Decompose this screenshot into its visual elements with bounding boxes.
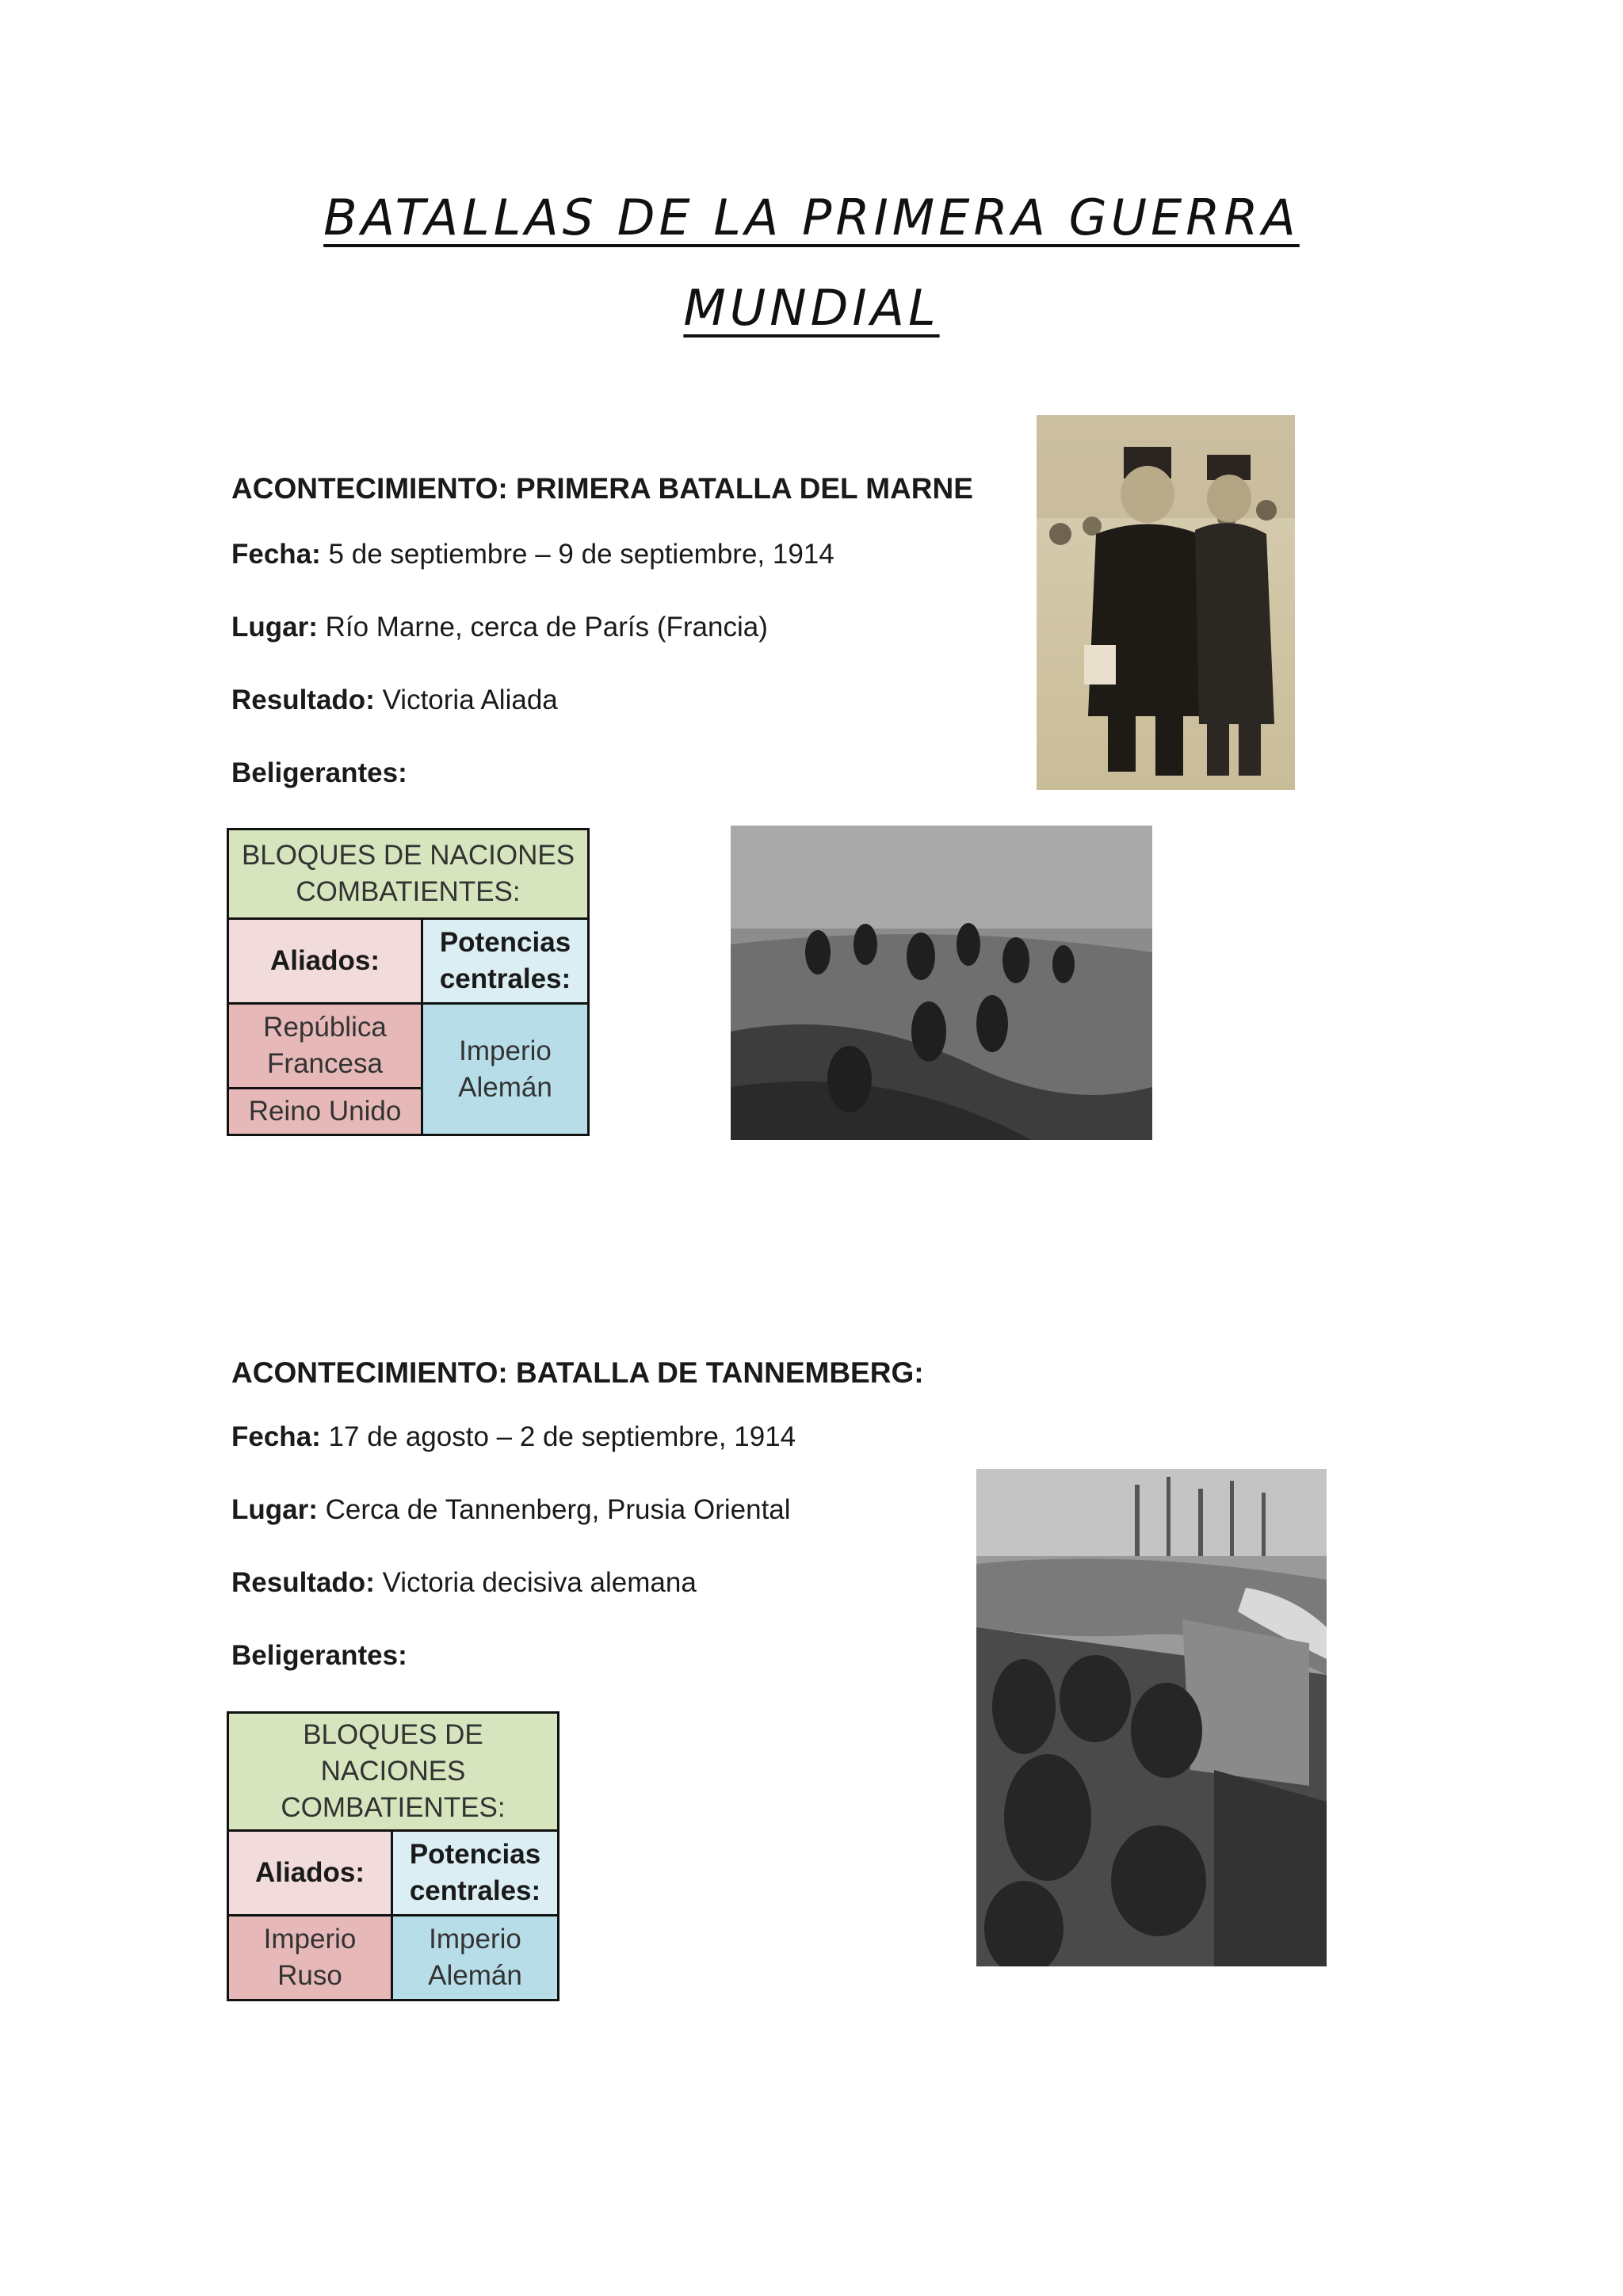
aliado-cell: Imperio Ruso xyxy=(228,1916,392,2000)
potencia-cell: Imperio Alemán xyxy=(422,1004,589,1135)
lugar-line: Lugar: Cerca de Tannenberg, Prusia Oriental xyxy=(231,1494,791,1525)
potencias-header: Potencias centrales: xyxy=(422,919,589,1004)
aliados-header: Aliados: xyxy=(228,1831,392,1916)
resultado-line: Resultado: Victoria Aliada xyxy=(231,685,558,715)
photo-generals-image xyxy=(1037,415,1295,790)
belligerents-table xyxy=(227,1711,559,2001)
potencia-cell: Imperio Alemán xyxy=(392,1916,559,2000)
fecha-line: Fecha: 5 de septiembre – 9 de septiembre, 1914 xyxy=(231,539,834,570)
photo-trench-charge xyxy=(731,826,1152,1140)
event-heading: ACONTECIMIENTO: PRIMERA BATALLA DEL MARNE xyxy=(231,472,973,505)
beligerantes-label: Beligerantes: xyxy=(231,1640,407,1671)
fecha-line: Fecha: 17 de agosto – 2 de septiembre, 1914 xyxy=(231,1421,796,1452)
photo-machine-gun-trench-image xyxy=(976,1469,1327,1966)
page-title-line-2: MUNDIAL xyxy=(683,279,940,337)
aliado-cell: Reino Unido xyxy=(228,1089,422,1135)
aliado-cell: República Francesa xyxy=(228,1004,422,1089)
potencias-header: Potencias centrales: xyxy=(392,1831,559,1916)
resultado-line: Resultado: Victoria decisiva alemana xyxy=(231,1567,697,1598)
photo-trench-charge-image xyxy=(731,826,1152,1140)
event-heading: ACONTECIMIENTO: BATALLA DE TANNEMBERG: xyxy=(231,1356,924,1389)
belligerents-table xyxy=(227,828,590,1136)
aliados-header: Aliados: xyxy=(228,919,422,1004)
lugar-line: Lugar: Río Marne, cerca de París (Francia) xyxy=(231,612,768,643)
table-header: BLOQUES DE NACIONES COMBATIENTES: xyxy=(228,1713,559,1831)
table-header: BLOQUES DE NACIONES COMBATIENTES: xyxy=(228,830,589,919)
beligerantes-label: Beligerantes: xyxy=(231,757,407,788)
page-title-line-1: BATALLAS DE LA PRIMERA GUERRA xyxy=(323,189,1300,246)
photo-generals xyxy=(1037,415,1295,790)
photo-machine-gun-trench xyxy=(976,1469,1327,1966)
